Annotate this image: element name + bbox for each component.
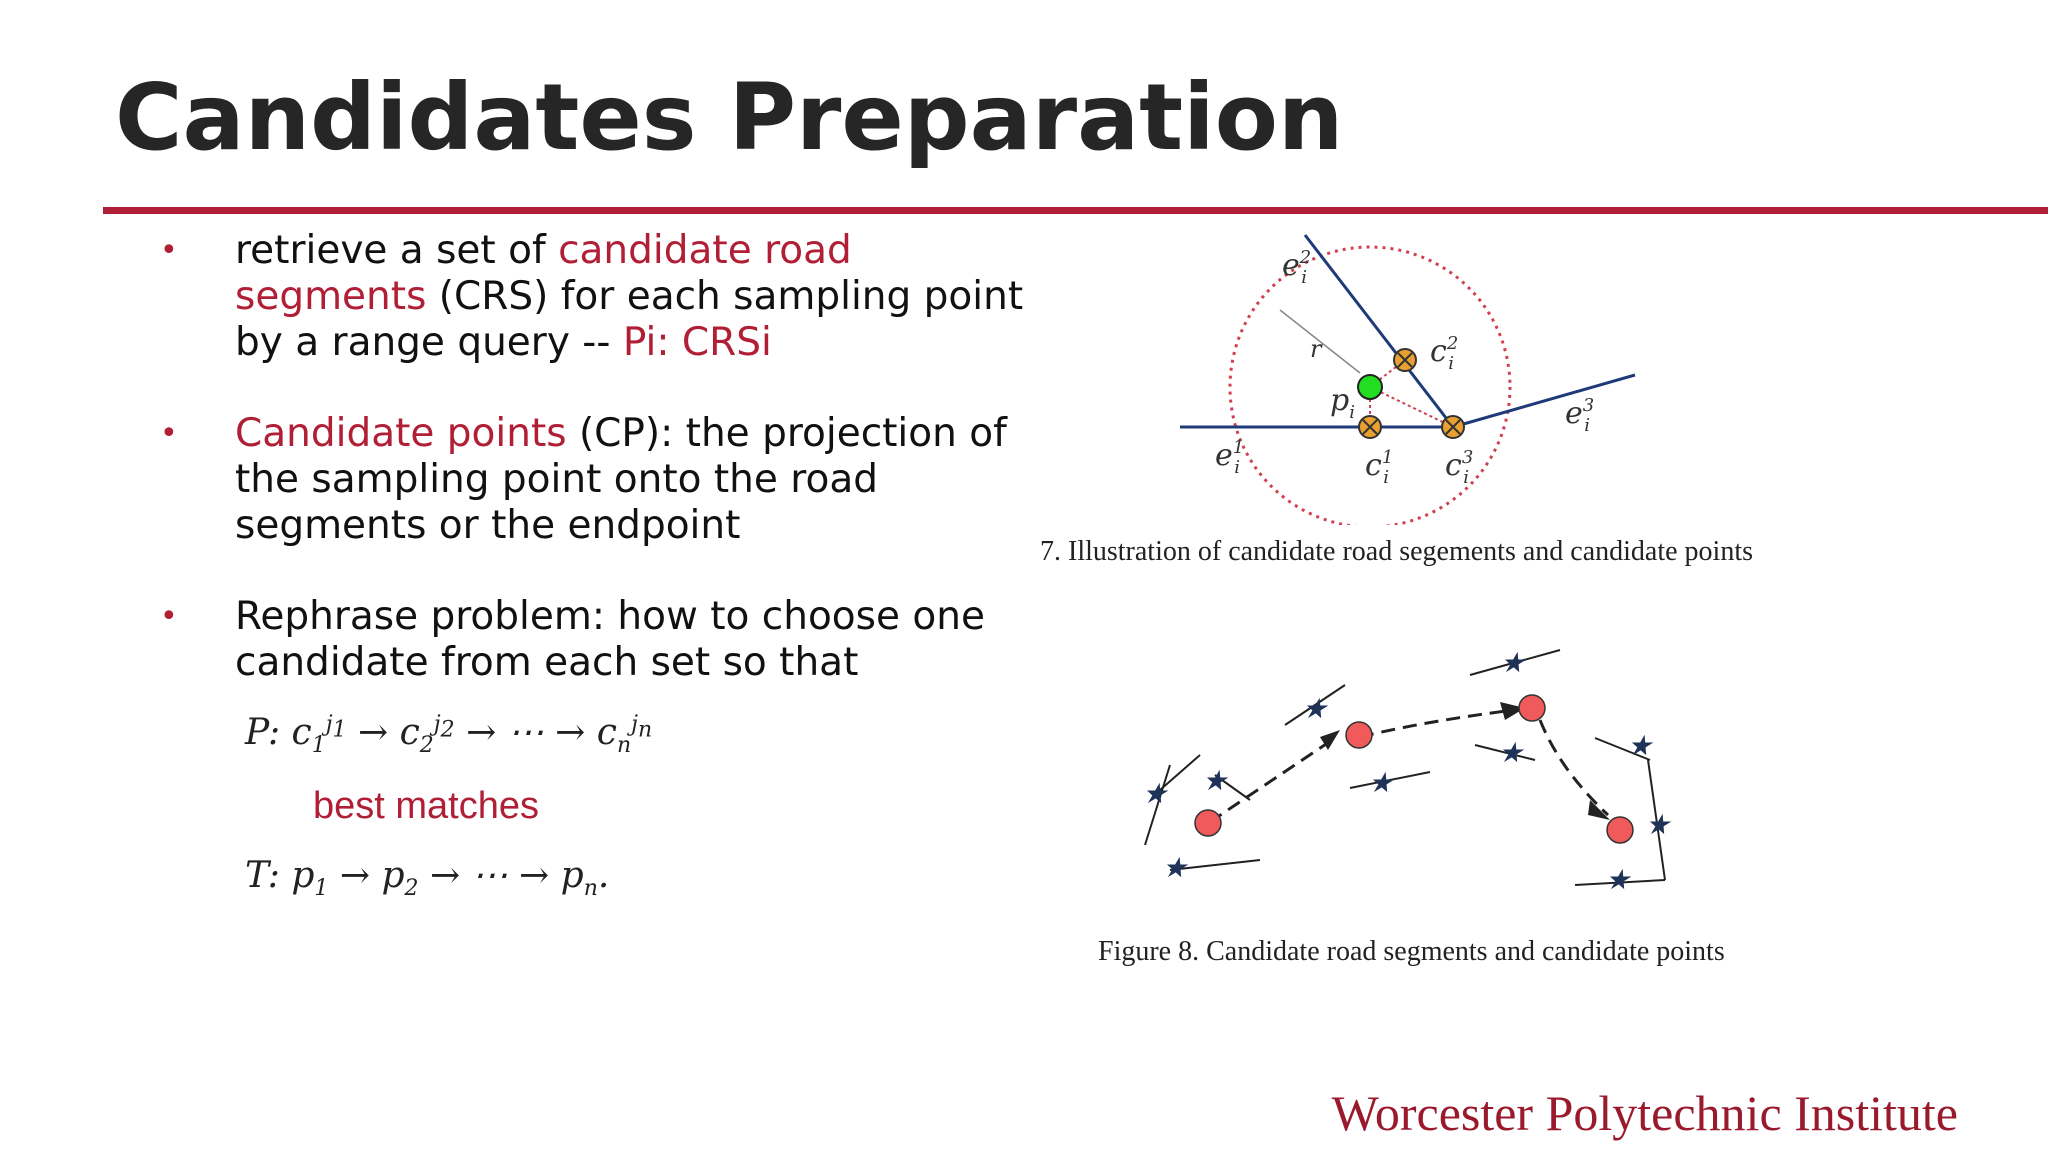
bullet-dot: • (160, 416, 178, 451)
candidate-stars (1142, 646, 1672, 896)
title-divider (103, 207, 2048, 214)
label-c1: $c^1$ i (1365, 447, 1394, 488)
sampling-point-p3 (1519, 695, 1545, 721)
candidate-point-c3 (1442, 416, 1464, 438)
bullet-text: (CP): the projection of the sampling point onto the road segments or the endpoint (235, 411, 1007, 548)
label-c3: $c^3$ i (1445, 447, 1474, 488)
label-e2: $e^2$ i (1282, 247, 1312, 288)
bullet-list (160, 228, 1040, 731)
svg-text:★: ★ (1500, 646, 1526, 679)
road-segment-e3 (1453, 375, 1635, 427)
bullet-text: retrieve a set of (235, 228, 559, 273)
bullet-item-crs (160, 228, 1040, 366)
label-e1: $e^1$ i (1215, 437, 1245, 478)
bullet-text: (CRS) for each sampling point by a range query -- (235, 274, 1024, 365)
best-matches-label: best matches (313, 785, 539, 827)
svg-text:★: ★ (1498, 736, 1524, 769)
footer-institution: Worcester Polytechnic Institute (1331, 1085, 1958, 1141)
path-formula: P: $c_1^{j_1} \to c_2^{j_2}$ → ⋯ → $c_n^{j_n}$ (245, 712, 653, 759)
svg-text:★: ★ (1302, 692, 1328, 725)
label-r: r (1310, 335, 1322, 363)
sampling-point-p1 (1195, 810, 1221, 836)
candidate-point-c2 (1394, 349, 1416, 371)
figure-7-diagram (1180, 225, 1660, 525)
label-pi: $p_i$ (1330, 383, 1355, 423)
slide-title: Candidates Preparation (115, 64, 1344, 171)
svg-text:★: ★ (1202, 764, 1228, 797)
label-c2: $c^2$ i (1430, 333, 1459, 374)
bullet-highlight: Candidate points (235, 411, 567, 456)
trajectory-formula: T: $p_1 \to p_2$ → ⋯ → $p_n$. (245, 855, 610, 902)
bullet-text: Rephrase problem: how to choose one candidate from each set so that (235, 594, 985, 685)
bullet-dot: • (160, 599, 178, 634)
bullet-item-cp (160, 411, 1040, 549)
svg-text:★: ★ (1368, 766, 1394, 799)
figure-8-diagram (1130, 620, 1690, 910)
candidate-point-c1 (1359, 416, 1381, 438)
sampling-point-p2 (1346, 722, 1372, 748)
projection-line (1370, 387, 1453, 427)
figure-8-caption: Figure 8. Candidate road segments and candidate points (1098, 936, 1725, 967)
figure-7-caption: 7. Illustration of candidate road segements and candidate points (1040, 536, 1754, 567)
bullet-dot: • (160, 233, 178, 268)
svg-text:★: ★ (1142, 777, 1168, 810)
label-e3: $e^3$ i (1565, 395, 1595, 436)
svg-text:★: ★ (1162, 851, 1188, 884)
bullet-highlight: candidate road segments (235, 228, 852, 319)
trajectory-path (1210, 738, 1335, 822)
road-segment-e2 (1305, 235, 1453, 427)
sampling-point-pi (1358, 375, 1382, 399)
svg-text:★: ★ (1645, 808, 1671, 841)
trajectory-path (1540, 720, 1608, 815)
bullet-item-rephrase (160, 594, 1040, 686)
svg-text:★: ★ (1605, 863, 1631, 896)
sampling-point-p4 (1607, 817, 1633, 843)
bullet-highlight: Pi: CRSi (622, 320, 772, 365)
svg-text:★: ★ (1627, 729, 1653, 762)
arrowhead (1588, 800, 1610, 820)
